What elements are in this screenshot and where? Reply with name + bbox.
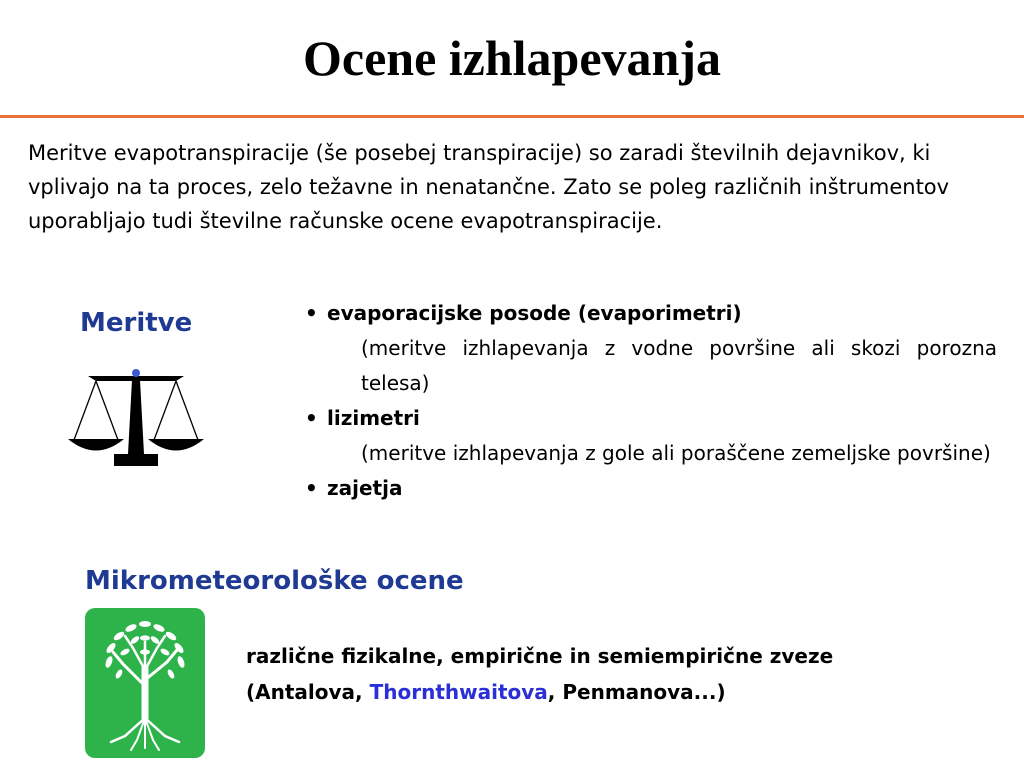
mikro-description xyxy=(246,638,1006,710)
meritve-list xyxy=(305,296,997,506)
list-item: • zajetja xyxy=(305,471,997,506)
mikro-heading: Mikrometeorološke ocene xyxy=(85,566,464,596)
list-item-description: (meritve izhlapevanja z gole ali poraščene zemeljske površine) xyxy=(361,441,991,465)
bullet-dot: • xyxy=(305,301,318,325)
list-item-description: (meritve izhlapevanja z vodne površine ali skozi porozna telesa) xyxy=(361,336,997,395)
meritve-heading: Meritve xyxy=(80,308,193,338)
balance-scale-icon xyxy=(60,362,210,472)
list-item: • lizimetri xyxy=(305,401,997,436)
mikro-line-1: različne fizikalne, empirične in semiempirične zveze xyxy=(246,644,834,668)
intro-paragraph: Meritve evapotranspiracije (še posebej transpiracije) so zaradi številnih dejavnikov, ki vplivajo na ta proces, zelo težavne in nenatančne. Zato se poleg različnih inštrumentov uporabljajo tudi številne računske ocene evapotranspiracije. xyxy=(28,141,950,233)
bullet-dot: • xyxy=(305,476,318,500)
title-divider xyxy=(0,115,1024,118)
slide-title: Ocene izhlapevanja xyxy=(302,30,722,86)
list-item: • evaporacijske posode (evaporimetri) xyxy=(305,296,997,331)
mikro-line-2: (Antalova, Thornthwaitova, Penmanova...) xyxy=(246,680,726,704)
highlighted-name: Thornthwaitova xyxy=(369,680,548,704)
tree-icon xyxy=(85,608,205,758)
bullet-dot: • xyxy=(305,406,318,430)
